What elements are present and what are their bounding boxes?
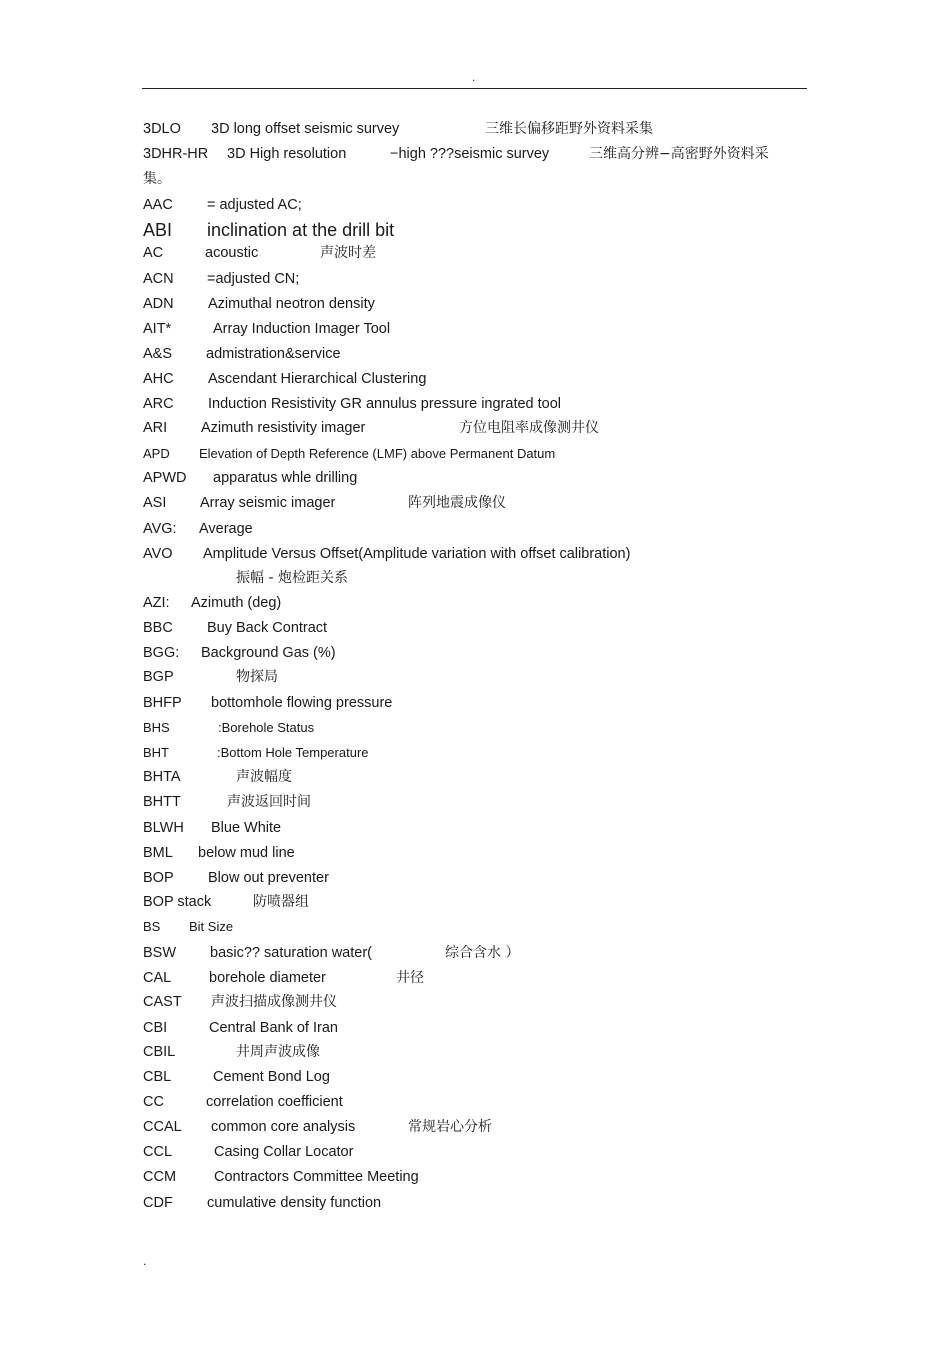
entry-zh: 三维长偏移距野外资料采集 xyxy=(485,121,653,137)
entry-abbr: CBL xyxy=(143,1069,172,1085)
entry-text: cumulative density function xyxy=(207,1195,382,1211)
entry-abbr: BOP stack xyxy=(143,894,212,910)
entry-text: Array seismic imager xyxy=(200,495,336,511)
entry-abbr: CCAL xyxy=(143,1119,182,1135)
entry-zh: 三维高分辨−高密野外资料采 xyxy=(589,146,769,162)
entry-text: = adjusted AC; xyxy=(207,197,302,213)
entry-abbr: APWD xyxy=(143,470,187,486)
entry-text: admistration&service xyxy=(206,346,341,362)
entry-zh: 物探局 xyxy=(236,669,278,685)
entry-text: inclination at the drill bit xyxy=(207,220,395,240)
entry-abbr: 3DLO xyxy=(143,121,181,137)
entry-abbr: CCL xyxy=(143,1144,173,1160)
entry-text: Blow out preventer xyxy=(208,870,329,886)
entry-text: Contractors Committee Meeting xyxy=(214,1169,419,1185)
entry-abbr: AVO xyxy=(143,546,173,562)
entry-text: correlation coefficient xyxy=(206,1094,343,1110)
entry-abbr: CAST xyxy=(143,994,182,1010)
entry-text: acoustic xyxy=(205,245,259,261)
entry-text: Central Bank of Iran xyxy=(209,1020,338,1036)
entry-abbr: ARC xyxy=(143,396,174,412)
entry-text: below mud line xyxy=(198,845,295,861)
entry-abbr: BHFP xyxy=(143,695,182,711)
entry-abbr: APD xyxy=(143,446,170,461)
entry-zh: 井径 xyxy=(396,970,424,986)
entry-abbr: BGP xyxy=(143,669,174,685)
entry-zh-continuation: 集。 xyxy=(143,171,171,187)
entry-text: Amplitude Versus Offset(Amplitude variation with offset calibration) xyxy=(203,546,631,562)
entry-text: Azimuth (deg) xyxy=(191,595,282,611)
entry-abbr: CCM xyxy=(143,1169,177,1185)
entry-abbr: BBC xyxy=(143,620,173,636)
entry-abbr: ACN xyxy=(143,271,174,287)
entry-abbr: AZI: xyxy=(143,595,170,611)
entry-zh: 声波扫描成像测井仪 xyxy=(211,994,337,1010)
entry-text: basic?? saturation water( xyxy=(210,945,372,961)
entry-zh: 防喷器组 xyxy=(253,894,309,910)
entry-text: Buy Back Contract xyxy=(207,620,328,636)
entry-abbr: BLWH xyxy=(143,820,184,836)
entry-abbr: BOP xyxy=(143,870,174,886)
entry-abbr: CBI xyxy=(143,1020,168,1036)
entry-text: :Borehole Status xyxy=(218,720,315,735)
entry-text: Casing Collar Locator xyxy=(214,1144,354,1160)
entry-abbr: AC xyxy=(143,245,164,261)
entry-zh: 常规岩心分析 xyxy=(408,1119,492,1135)
entry-text: Cement Bond Log xyxy=(213,1069,330,1085)
entry-abbr: ADN xyxy=(143,296,174,312)
entry-text: common core analysis xyxy=(211,1119,356,1135)
entry-abbr: BHS xyxy=(143,720,170,735)
entry-abbr: CC xyxy=(143,1094,164,1110)
entry-zh: 声波返回时间 xyxy=(227,794,311,810)
entry-abbr: BSW xyxy=(143,945,177,961)
entry-text: 3D High resolution xyxy=(227,146,347,162)
entry-text: bottomhole flowing pressure xyxy=(211,695,393,711)
entry-abbr: AHC xyxy=(143,371,174,387)
entry-abbr: ABI xyxy=(143,220,173,240)
entry-abbr: CDF xyxy=(143,1195,173,1211)
entry-text: Induction Resistivity GR annulus pressure ingrated tool xyxy=(208,396,562,412)
entry-text: =adjusted CN; xyxy=(207,271,300,287)
entry-zh: 声波时差 xyxy=(320,245,376,261)
entry-abbr: CBIL xyxy=(143,1044,176,1060)
entry-zh: 阵列地震成像仪 xyxy=(408,495,506,511)
entry-abbr: ARI xyxy=(143,420,168,436)
entry-abbr: CAL xyxy=(143,970,172,986)
entry-text: apparatus whle drilling xyxy=(213,470,358,486)
entry-text: borehole diameter xyxy=(209,970,326,986)
entry-text: Elevation of Depth Reference (LMF) above Permanent Datum xyxy=(199,446,556,461)
entry-abbr: BHT xyxy=(143,745,169,760)
entry-abbr: A&S xyxy=(143,346,173,362)
entry-abbr: BS xyxy=(143,919,161,934)
entry-text: Blue White xyxy=(211,820,282,836)
entry-text: Background Gas (%) xyxy=(201,645,336,661)
entry-abbr: 3DHR-HR xyxy=(143,146,209,162)
entry-abbr: BHTA xyxy=(143,769,181,785)
entry-abbr: AIT* xyxy=(143,321,172,337)
footer-mark: . xyxy=(143,1254,147,1268)
header-mark: . xyxy=(472,70,476,84)
entry-abbr: BGG: xyxy=(143,645,180,661)
entry-text: Azimuthal neotron density xyxy=(208,296,375,312)
entry-abbr: BML xyxy=(143,845,173,861)
entry-abbr: ASI xyxy=(143,495,167,511)
entry-abbr: AAC xyxy=(143,197,173,213)
entry-text: 3D long offset seismic survey xyxy=(211,121,400,137)
entry-zh: 井周声波成像 xyxy=(236,1044,320,1060)
entry-zh: 方位电阻率成像测井仪 xyxy=(459,420,599,436)
entry-abbr: AVG: xyxy=(143,521,177,537)
entry-text: Bit Size xyxy=(189,919,234,934)
entry-text: Azimuth resistivity imager xyxy=(201,420,366,436)
header-rule xyxy=(142,88,807,89)
entry-zh: 综合含水 ） xyxy=(445,945,520,961)
entry-text: Ascendant Hierarchical Clustering xyxy=(208,371,427,387)
entry-text: Average xyxy=(199,521,253,537)
entry-zh: 声波幅度 xyxy=(236,769,292,785)
entry-zh-continuation: 振幅 - 炮检距关系 xyxy=(236,570,348,586)
entry-text-2: −high ???seismic survey xyxy=(390,146,550,162)
entry-text: Array Induction Imager Tool xyxy=(213,321,391,337)
entry-abbr: BHTT xyxy=(143,794,181,810)
entry-text: :Bottom Hole Temperature xyxy=(217,745,369,760)
